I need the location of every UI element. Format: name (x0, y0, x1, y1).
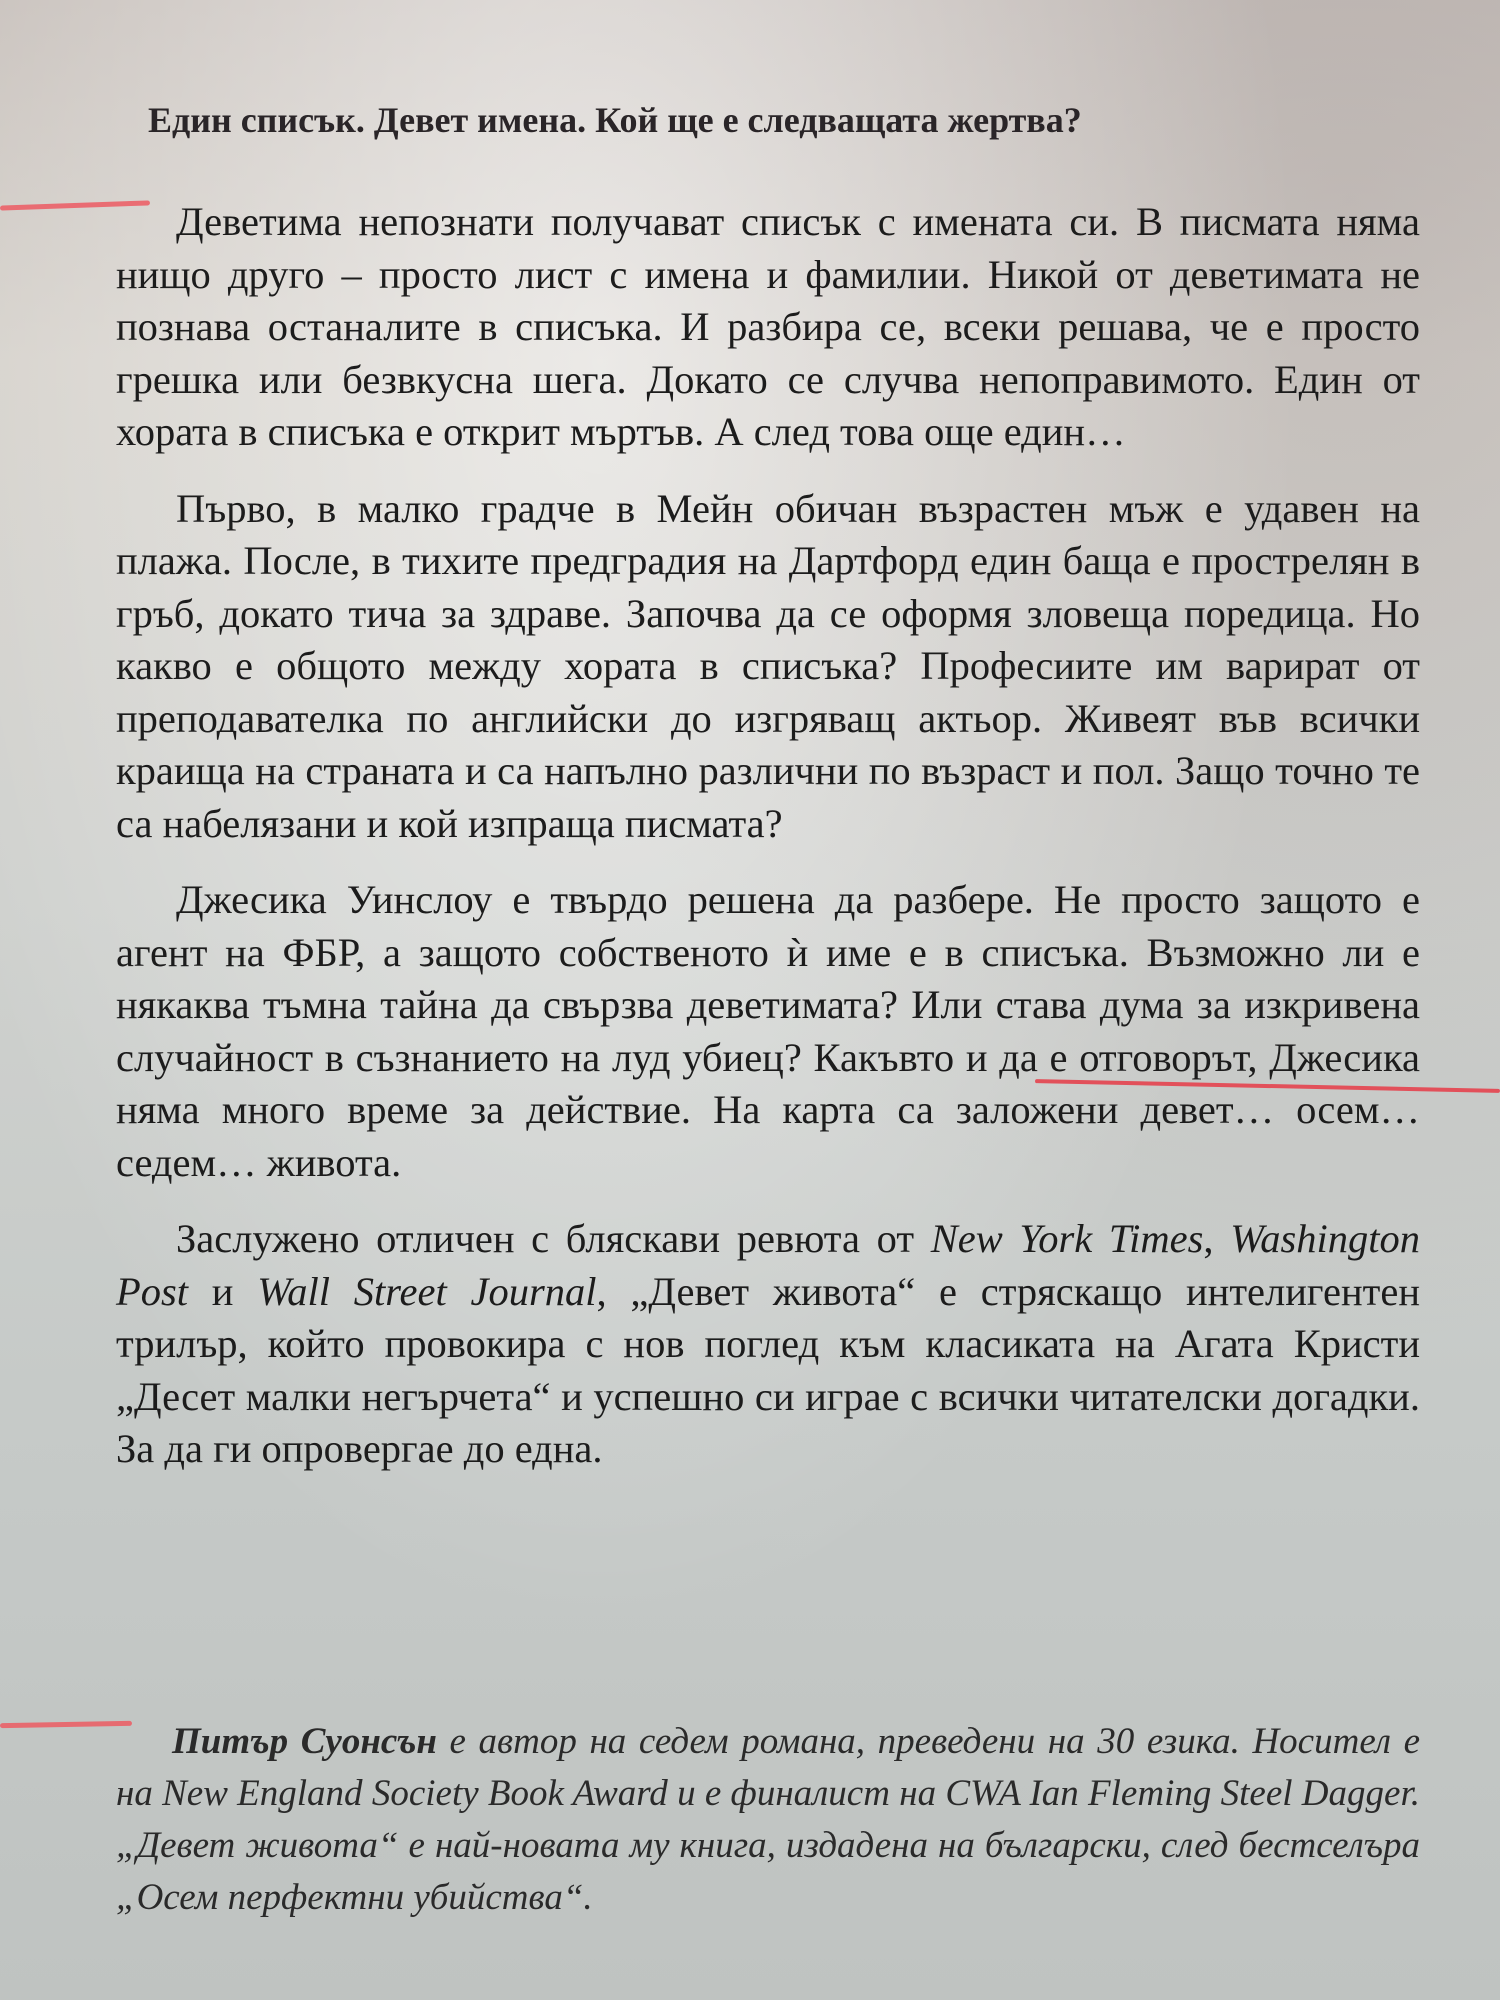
source-washington-post: Washington Post (116, 1216, 1420, 1314)
paragraph-1: Деветима непознати получават списък с имената си. В писмата няма нищо друго – просто лист с имена и фамилии. Никой от деветимата не познава останалите в списъка. И разбира се, всеки решава, че е просто грешка или безвкусна шега. Докато се случва непоправимото. Един от хората в списъка е открит мъртъв. А след това още един… (116, 199, 1420, 454)
paragraph-4 (116, 1213, 1420, 1476)
paragraph-4-intro: Заслужено отличен с бляскави ревюта от (176, 1216, 931, 1261)
author-bio (116, 1716, 1420, 1924)
synopsis (116, 196, 1420, 1476)
source-wall-street-journal: Wall Street Journal (257, 1268, 597, 1314)
paragraph-4-sep2: и (188, 1268, 258, 1314)
author-bio-text: е автор на седем романа, преведени на 30 езика. Носител е на New England Society Book Award и е финалист на CWA Ian Fleming Steel Dagger. „Девет живота“ е най-новата му книга, издадена на български, след бестселъра „Осем перфектни убийства“. (116, 1721, 1420, 1918)
author-name: Питър Суонсън (172, 1721, 437, 1762)
paragraph-3: Джесика Уинслоу е твърдо решена да разбере. Не просто защото е агент на ФБР, а защото собственото ѝ име е в списъка. Възможно ли е някаква тъмна тайна да свързва деветимата? Или става дума за изкривена случайност в съзнанието на луд убиец? Какъвто и да е отговорът, Джесика няма много време за действие. На карта са заложени девет… осем… седем… живота. (116, 877, 1420, 1185)
author-paragraph (116, 1716, 1420, 1924)
paragraph-2: Първо, в малко градче в Мейн обичан възрастен мъж е удавен на плажа. После, в тихите предградия на Дартфорд един баща е прострелян в гръб, докато тича за здраве. Започва да се оформя зловеща поредица. Но какво е общото между хората в списъка? Професиите им варират от преподавателка по английски до изгряващ актьор. Живеят във всички краища на страната и са напълно различни по възраст и пол. Защо точно те са набелязани и кой изпраща писмата? (116, 485, 1420, 846)
paragraph-4-sep1: , (1203, 1216, 1231, 1261)
paragraph-4-rest: , „Девет живота“ е стряскащо интелигентен трилър, който провокира с нов поглед към класиката на Агата Кристи „Десет малки негърчета“ и успешно си играе с всички читателски догадки. За да ги опровергае до една. (116, 1268, 1420, 1471)
source-new-york-times: New York Times (930, 1216, 1204, 1261)
margin-marker-bottom (0, 1721, 132, 1728)
headline: Един списък. Девет имена. Кой ще е следващата жертва? (148, 100, 1082, 140)
